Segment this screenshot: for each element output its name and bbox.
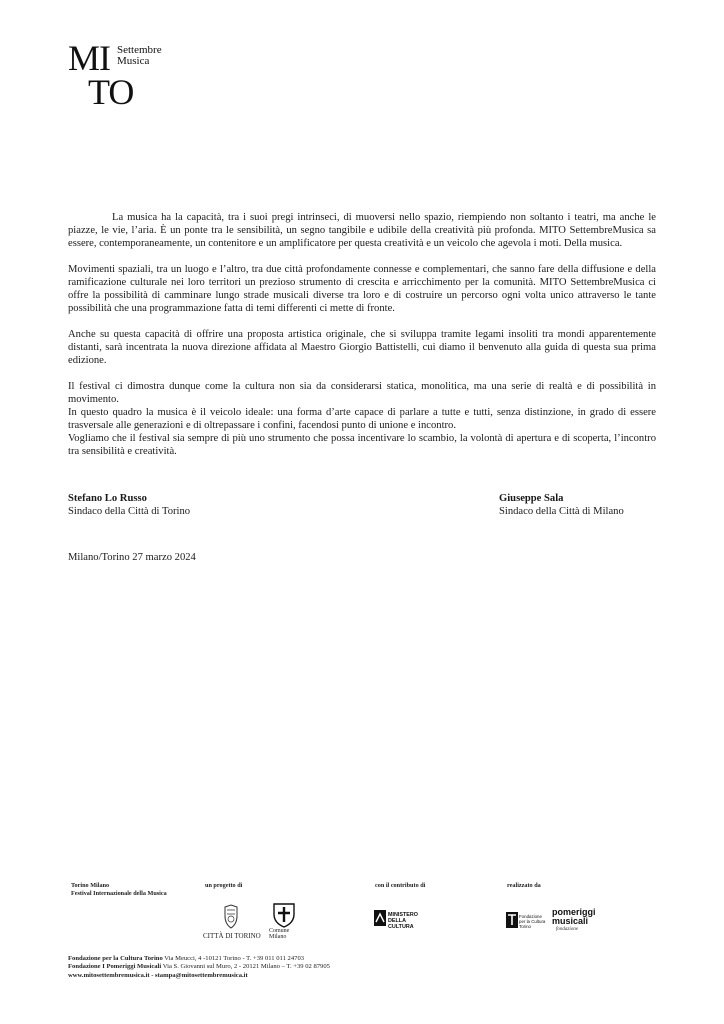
fct-caption-line2: per la Cultura (519, 919, 546, 924)
signature-name: Stefano Lo Russo (68, 493, 147, 504)
ministero-caption-line2: DELLA (388, 918, 406, 924)
address-web: www.mitosettembremusica.it - stampa@mitosettembremusica.it (68, 971, 248, 979)
torino-caption: CITTÀ DI TORINO (203, 932, 261, 940)
footer-festival (71, 882, 167, 898)
letter-body (68, 211, 656, 458)
address-milano-detail: Via S. Giovanni sul Muro, 2 - 20121 Milano – T. +39 02 87905 (161, 963, 330, 971)
logo-to: TO (88, 72, 134, 112)
ministero-caption-line1: MINISTERO (388, 912, 418, 918)
citta-di-torino-logo (203, 904, 263, 942)
address-milano-org: Fondazione I Pomeriggi Musicali (68, 963, 162, 971)
footer-progetto-label: un progetto di (205, 882, 243, 889)
signature-torino (68, 492, 190, 518)
milano-caption (269, 928, 299, 940)
signature-milano (499, 492, 624, 518)
milano-crest-icon (269, 902, 299, 928)
ministero-caption-line3: CULTURA (388, 924, 414, 930)
footer-addresses (68, 955, 330, 980)
address-torino-detail: Via Meucci, 4 -10121 Torino - T. +39 011 011 24703 (162, 955, 305, 962)
fct-caption-line3: Torino (519, 924, 531, 929)
pom-line2: musicali (552, 916, 589, 926)
logo-word-settembre: Settembre (117, 44, 162, 56)
address-torino-org: Fondazione per la Cultura Torino (68, 955, 163, 962)
ministero-caption (388, 912, 418, 930)
torino-crest-icon (203, 904, 263, 932)
comune-di-milano-logo (269, 902, 299, 942)
signature-name: Giuseppe Sala (499, 493, 564, 504)
footer-realizzato-label: realizzato da (507, 882, 541, 889)
signature-role: Sindaco della Città di Milano (499, 506, 624, 517)
footer-festival-line2: Festival Internazionale della Musica (71, 890, 167, 897)
milano-caption-line1: Comune (269, 928, 290, 934)
paragraph-3: Anche su questa capacità di offrire una proposta artistica originale, che si sviluppa tramite legami insoliti tra mondi apparentemente distanti, sarà incentrata la nuova direzione affidata al Maestro Giorgio Battistelli, cui diamo il benvenuto alla guida di questa sua prima edizione. (68, 329, 656, 366)
letter-date: Milano/Torino 27 marzo 2024 (68, 552, 196, 563)
address-torino (68, 955, 330, 963)
fondazione-cultura-torino-logo (506, 912, 548, 932)
paragraph-1: La musica ha la capacità, tra i suoi pregi intrinseci, di muoversi nello spazio, riempiendo non soltanto i teatri, ma anche le piazze, le vie, l’aria. È un ponte tra le sensibilità, un segno tangibile e udibile della creatività più profonda. MITO SettembreMusica sa essere, contemporaneamente, un contenitore e un amplificatore per questa creatività e un veicolo che agevola i moti. Della musica. (68, 212, 656, 249)
logo-word-musica: Musica (117, 55, 150, 67)
pom-line1: pomeriggi (552, 907, 596, 917)
footer-contributo-label: con il contributo di (375, 882, 426, 889)
fct-caption-line1: Fondazione (519, 914, 542, 919)
pomeriggi-musicali-logo (552, 908, 612, 936)
fct-mark-icon (506, 912, 518, 928)
paragraph-5: In questo quadro la musica è il veicolo ideale: una forma d’arte capace di parlare a tutte e tutti, senza distinzione, in grado di essere trasversale alle generazioni e di oltrepassare i confini, facendosi punto di unione e incontro. (68, 407, 656, 431)
paragraph-4: Il festival ci dimostra dunque come la cultura non sia da considerarsi statica, monolitica, ma una serie di realtà e di possibilità in movimento. (68, 381, 656, 405)
fct-caption (519, 914, 545, 929)
ministero-mark-icon (374, 910, 386, 926)
address-milano (68, 963, 330, 971)
paragraph-6: Vogliamo che il festival sia sempre di più uno strumento che possa incentivare lo scambio, la volontà di apertura e di scoperta, l’incontro tra sensibilità e creatività. (68, 433, 656, 457)
footer-festival-line1: Torino Milano (71, 882, 110, 889)
paragraph-2: Movimenti spaziali, tra un luogo e l’altro, tra due città profondamente connesse e complementari, che sanno fare della diffusione e della ramificazione culturale nei loro territori un prezioso strumento di crescita e arricchimento per la comunità. MITO SettembreMusica ci offre la possibilità di camminare lungo strade musicali diverse tra loro e di costruire un percorso ogni volta unico attraverso le tante possibilità che una programmazione fatta di temi differenti ci mette di fronte. (68, 264, 656, 314)
signature-role: Sindaco della Città di Torino (68, 506, 191, 517)
ministero-cultura-logo (374, 910, 434, 934)
milano-caption-line2: Milano (269, 934, 287, 940)
logo-mi: MI (68, 38, 110, 78)
mito-logo (68, 40, 178, 112)
pom-line3: fondazione (556, 927, 578, 932)
